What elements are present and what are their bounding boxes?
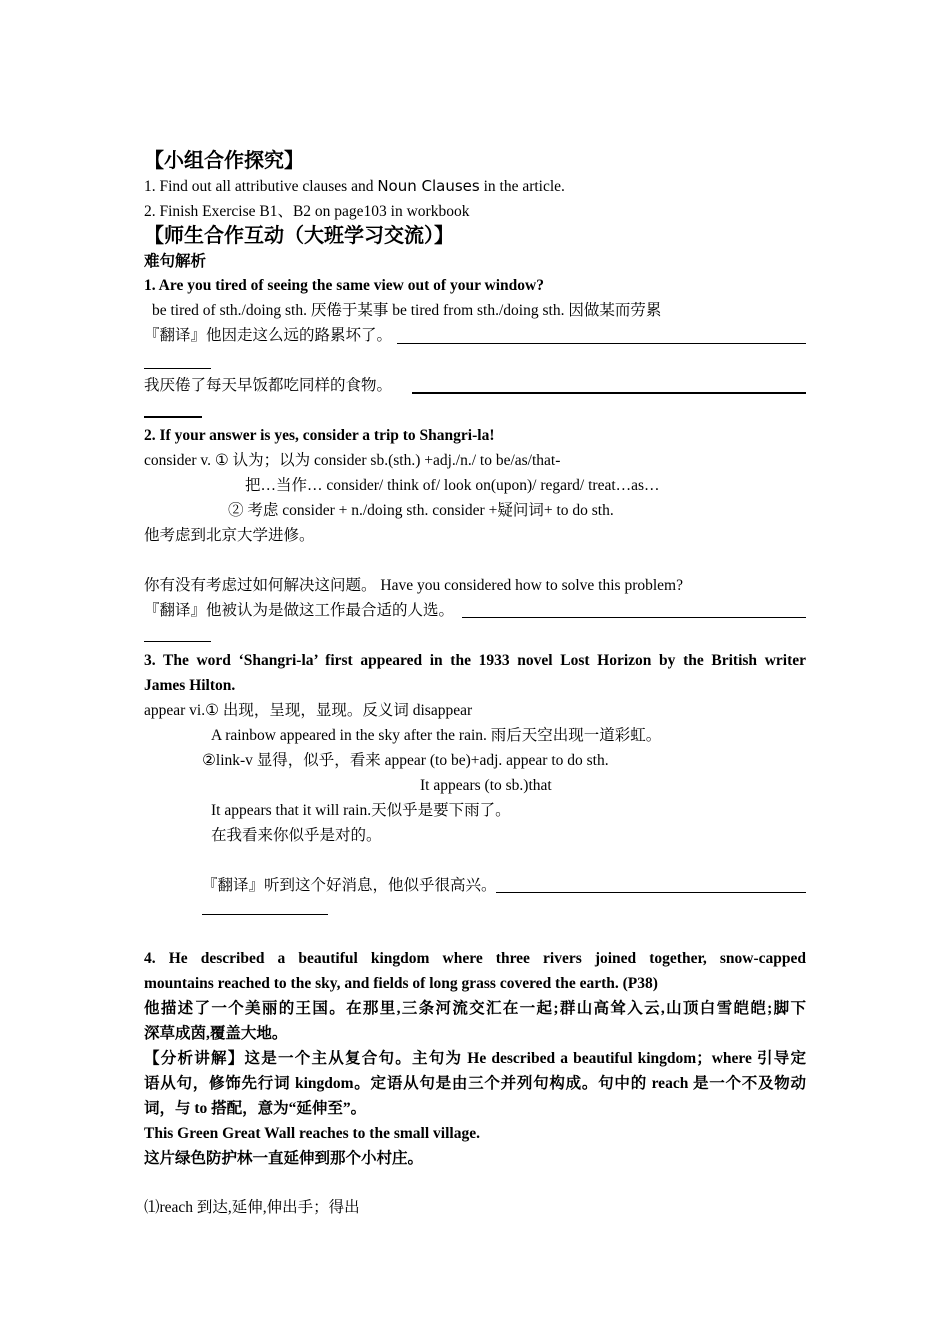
appear-example-2: It appears that it will rain.天似乎是要下雨了。 bbox=[211, 802, 511, 819]
sentence-3-translate: 『翻译』听到这个好消息，他似乎很高兴。 bbox=[202, 877, 497, 894]
sentence-2: 2. If your answer is yes, consider a trip to Shangri-la! bbox=[144, 427, 495, 444]
difficult-sentences-title: 难句解析 bbox=[144, 253, 207, 270]
analysis-line-1: 【分析讲解】这是一个主从复合句。主句为 He described a beautiful kingdom；where 引导定 bbox=[144, 1050, 806, 1067]
task-1-noun-clauses: Noun Clauses bbox=[377, 177, 480, 195]
heading-group-inquiry: 【小组合作探究】 bbox=[144, 150, 304, 172]
reach-example-chinese: 这片绿色防护林一直延伸到那个小村庄。 bbox=[144, 1150, 424, 1167]
answer-blank[interactable] bbox=[144, 416, 202, 418]
sentence-4-chinese-line-1: 他描述了一个美丽的王国。在那里,三条河流交汇在一起;群山高耸入云,山顶白雪皑皑;脚下 bbox=[144, 1000, 806, 1017]
answer-blank[interactable] bbox=[496, 892, 806, 893]
appear-def-2: ②link-v 显得，似乎，看来 appear (to be)+adj. appear to do sth. bbox=[202, 752, 609, 769]
answer-blank[interactable] bbox=[397, 343, 806, 344]
task-1-text-c: in the article. bbox=[479, 178, 565, 195]
answer-blank[interactable] bbox=[144, 368, 211, 369]
appear-example-3: 在我看来你似乎是对的。 bbox=[211, 827, 382, 844]
answer-blank[interactable] bbox=[412, 392, 806, 394]
reach-definition: ⑴reach 到达,延伸,伸出手；得出 bbox=[144, 1199, 360, 1216]
answer-blank[interactable] bbox=[202, 914, 328, 915]
sentence-1-translate-2: 我厌倦了每天早饭都吃同样的食物。 bbox=[144, 377, 393, 394]
sentence-4-line-1: 4. He described a beautiful kingdom where three rivers joined together, snow-capped bbox=[144, 950, 806, 967]
task-1 bbox=[144, 174, 806, 199]
appear-example-1: A rainbow appeared in the sky after the rain. 雨后天空出现一道彩虹。 bbox=[211, 727, 662, 744]
answer-blank[interactable] bbox=[462, 617, 806, 618]
sentence-3-line-1: 3. The word ‘Shangri-la’ first appeared in the 1933 novel Lost Horizon by the British writer bbox=[144, 652, 806, 669]
consider-def-3: ② 考虑 consider + n./doing sth. consider +疑问词+ to do sth. bbox=[228, 502, 614, 519]
heading-class-interaction: 【师生合作互动（大班学习交流）】 bbox=[144, 225, 454, 247]
appear-def-1: appear vi.① 出现，呈现，显现。反义词 disappear bbox=[144, 702, 473, 719]
task-2: 2. Finish Exercise B1、B2 on page103 in workbook bbox=[144, 203, 470, 220]
answer-blank[interactable] bbox=[144, 641, 211, 642]
task-1-text-a: 1. Find out all attributive clauses and bbox=[144, 178, 378, 195]
sentence-4-chinese-line-2: 深草成茵,覆盖大地。 bbox=[144, 1025, 288, 1042]
analysis-line-3: 词，与 to 搭配，意为“延伸至”。 bbox=[144, 1100, 367, 1117]
sentence-1-phrases: be tired of sth./doing sth. 厌倦于某事 be tired from sth./doing sth. 因做某而劳累 bbox=[152, 302, 662, 319]
appear-def-3: It appears (to sb.)that bbox=[420, 777, 552, 794]
consider-def-2: 把…当作… consider/ think of/ look on(upon)/ regard/ treat…as… bbox=[245, 477, 660, 494]
sentence-2-translate: 『翻译』他被认为是做这工作最合适的人选。 bbox=[144, 602, 455, 619]
sentence-1-translate-1: 『翻译』他因走这么远的路累坏了。 bbox=[144, 327, 393, 344]
consider-example-2: 你有没有考虑过如何解决这问题。 Have you considered how to solve this problem? bbox=[144, 577, 683, 594]
sentence-1: 1. Are you tired of seeing the same view out of your window? bbox=[144, 277, 544, 294]
sentence-3-line-2: James Hilton. bbox=[144, 677, 236, 694]
analysis-line-2: 语从句，修饰先行词 kingdom。定语从句是由三个并列句构成。句中的 reach 是一个不及物动 bbox=[144, 1075, 806, 1092]
consider-def-1: consider v. ① 认为；以为 consider sb.(sth.) +adj./n./ to be/as/that- bbox=[144, 452, 561, 469]
sentence-4-line-2: mountains reached to the sky, and fields of long grass covered the earth. (P38) bbox=[144, 975, 658, 992]
reach-example-english: This Green Great Wall reaches to the small village. bbox=[144, 1125, 480, 1142]
consider-example-1: 他考虑到北京大学进修。 bbox=[144, 527, 315, 544]
